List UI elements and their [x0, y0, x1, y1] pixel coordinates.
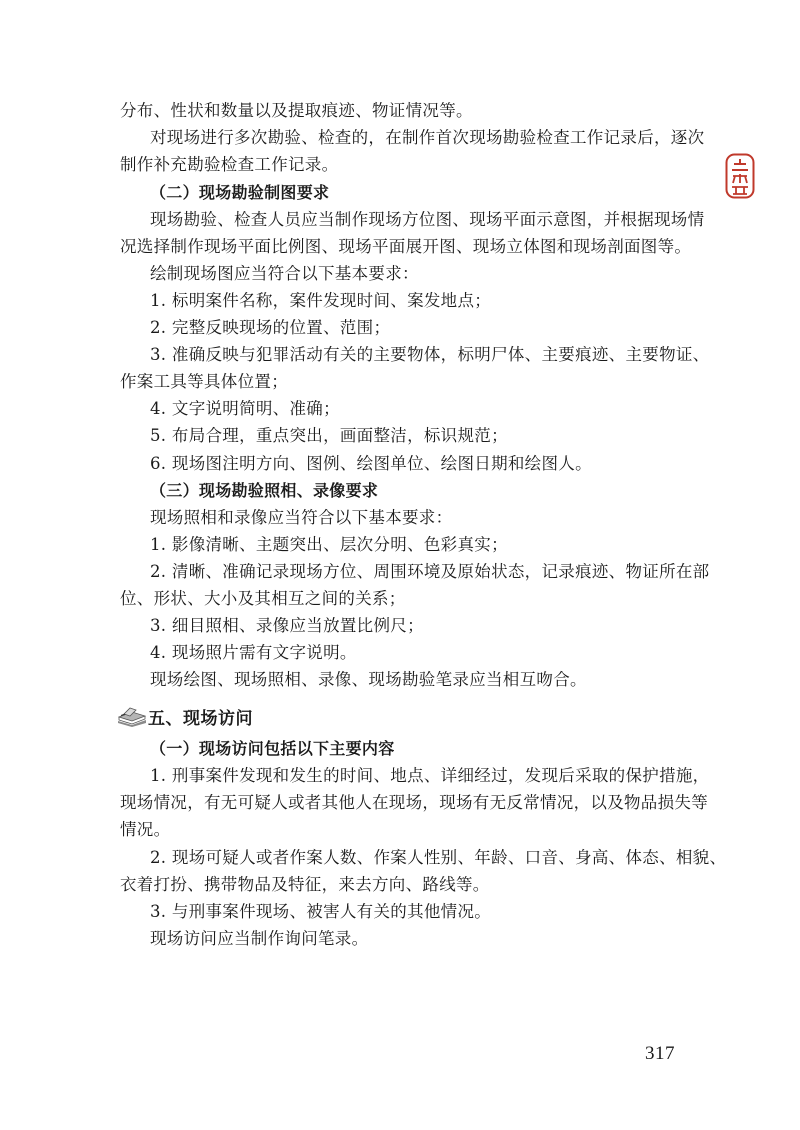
text-line: 现场照相和录像应当符合以下基本要求： [150, 508, 453, 527]
list-item: 3. 准确反映与犯罪活动有关的主要物体，标明尸体、主要痕迹、主要物证、 [150, 345, 710, 364]
page-number: 317 [645, 1043, 675, 1064]
list-item: 1. 影像清晰、主题突出、层次分明、色彩真实； [150, 535, 508, 554]
subsection-heading: （二）现场勘验制图要求 [150, 183, 330, 202]
list-item: 2. 完整反映现场的位置、范围； [150, 318, 391, 337]
list-item: 2. 清晰、准确记录现场方位、周围环境及原始状态，记录痕迹、物证所在部 [150, 562, 710, 581]
text-line: 位、形状、大小及其相互之间的关系； [120, 589, 406, 608]
section-heading [116, 704, 253, 728]
list-item: 1. 标明案件名称，案件发现时间、案发地点； [150, 291, 492, 310]
list-item: 3. 细目照相、录像应当放置比例尺； [150, 616, 424, 635]
list-item: 3. 与刑事案件现场、被害人有关的其他情况。 [150, 902, 492, 921]
list-item: 2. 现场可疑人或者作案人数、作案人性别、年龄、口音、身高、体态、相貌、 [150, 848, 727, 867]
list-item: 4. 文字说明简明、准确； [150, 399, 340, 418]
text-line: 现场勘验、检查人员应当制作现场方位图、现场平面示意图，并根据现场情 [150, 210, 705, 229]
text-line: 分布、性状和数量以及提取痕迹、物证情况等。 [120, 101, 473, 120]
book-stack-icon [116, 705, 148, 727]
text-line: 况选择制作现场平面比例图、现场平面展开图、现场立体图和现场剖面图等。 [120, 237, 692, 256]
text-line: 制作补充勘验检查工作记录。 [120, 155, 339, 174]
text-line: 现场绘图、现场照相、录像、现场勘验笔录应当相互吻合。 [150, 670, 587, 689]
section-title: 五、现场访问 [148, 708, 253, 729]
text-line: 现场情况，有无可疑人或者其他人在现场，现场有无反常情况，以及物品损失等 [120, 793, 708, 812]
subsection-heading: （一）现场访问包括以下主要内容 [150, 739, 395, 758]
seal-stamp-icon [725, 153, 755, 199]
text-line: 对现场进行多次勘验、检查的，在制作首次现场勘验检查工作记录后，逐次 [150, 128, 705, 147]
list-item: 1. 刑事案件发现和发生的时间、地点、详细经过，发现后采取的保护措施， [150, 766, 710, 785]
list-item: 5. 布局合理，重点突出，画面整洁，标识规范； [150, 426, 508, 445]
subsection-heading: （三）现场勘验照相、录像要求 [150, 481, 379, 500]
text-line: 现场访问应当制作询问笔录。 [150, 929, 369, 948]
text-line: 绘制现场图应当符合以下基本要求： [150, 264, 419, 283]
text-line: 作案工具等具体位置； [120, 372, 288, 391]
text-line: 情况。 [120, 820, 171, 839]
list-item: 6. 现场图注明方向、图例、绘图单位、绘图日期和绘图人。 [150, 454, 592, 473]
text-line: 衣着打扮、携带物品及特征，来去方向、路线等。 [120, 875, 490, 894]
list-item: 4. 现场照片需有文字说明。 [150, 643, 357, 662]
